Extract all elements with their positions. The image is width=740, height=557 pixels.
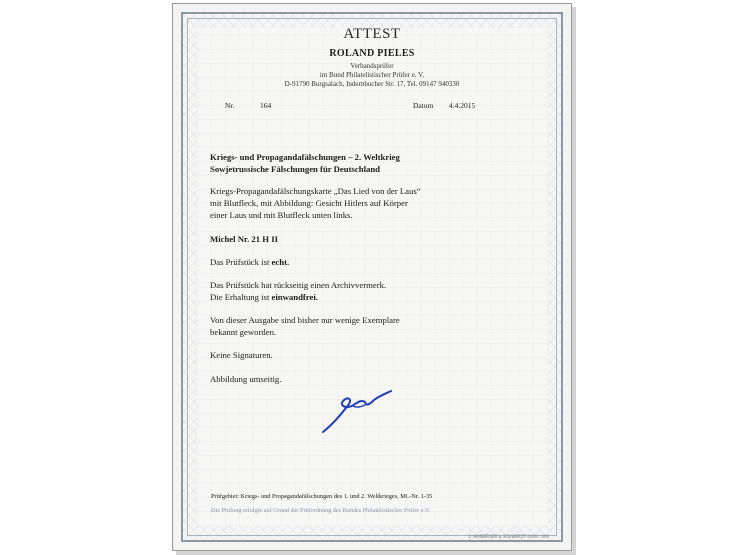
date-label: Datum — [413, 101, 434, 110]
authenticity-verdict: echt. — [271, 257, 290, 267]
heading-subcategory: Sowjetrussische Fälschungen für Deutschland — [210, 164, 380, 174]
certificate-document — [172, 3, 572, 551]
certificate-paper — [197, 28, 547, 526]
certificate-title: ATTEST — [343, 26, 401, 42]
condition-statement — [210, 292, 318, 302]
examiner-role: Verbandsprüfer — [350, 62, 394, 70]
examiner-association: im Bund Philatelistischer Prüfer e. V. — [319, 71, 425, 79]
rarity-line-2: bekannt geworden. — [210, 327, 277, 337]
examiner-name: ROLAND PIELES — [329, 48, 415, 59]
description-line-3: einer Laus und mit Blutfleck unten links. — [210, 210, 353, 220]
michel-number: Michel Nr. 21 H II — [210, 234, 278, 244]
handwritten-signature — [319, 388, 393, 436]
heading-category: Kriegs- und Propagandafälschungen – 2. Weltkrieg — [210, 152, 400, 162]
printer-imprint: © HIMBERGER & SCHWERDT 0000 / 000 — [468, 534, 550, 539]
illustration-note: Abbildung umseitig. — [210, 374, 282, 384]
description-line-1: Kriegs-Propagandafälschungskarte „Das Lied von der Laus“ — [210, 186, 421, 196]
footer-exam-scope: Prüfgebiet: Kriegs- und Propagandafälschungen des 1. und 2. Weltkrieges, Mi.-Nr. 1-35 — [211, 493, 433, 500]
number-label: Nr. — [225, 101, 235, 110]
condition-verdict: einwandfrei. — [271, 292, 318, 302]
examiner-address: D-91790 Burgsalach, Indernbucher Str. 17, Tel. 09147 940330 — [284, 80, 460, 88]
date-value: 4.4.2015 — [449, 101, 476, 110]
archive-note: Das Prüfstück hat rückseitig einen Archivvermerk. — [210, 280, 387, 290]
number-value: 164 — [260, 101, 272, 110]
authenticity-prefix: Das Prüfstück ist — [210, 257, 270, 267]
authenticity-statement — [210, 257, 289, 267]
rarity-line-1: Von dieser Ausgabe sind bisher nur wenige Exemplare — [210, 315, 400, 325]
description-line-2: mit Blutfleck, mit Abbildung: Gesicht Hitlers auf Körper — [210, 198, 408, 208]
footer-regulation: Die Prüfung erfolgte auf Grund der Prüfordnung des Bundes Philatelistischer Prüfer e.V. — [211, 507, 431, 514]
condition-prefix: Die Erhaltung ist — [210, 292, 270, 302]
signatures-note: Keine Signaturen. — [210, 350, 273, 360]
